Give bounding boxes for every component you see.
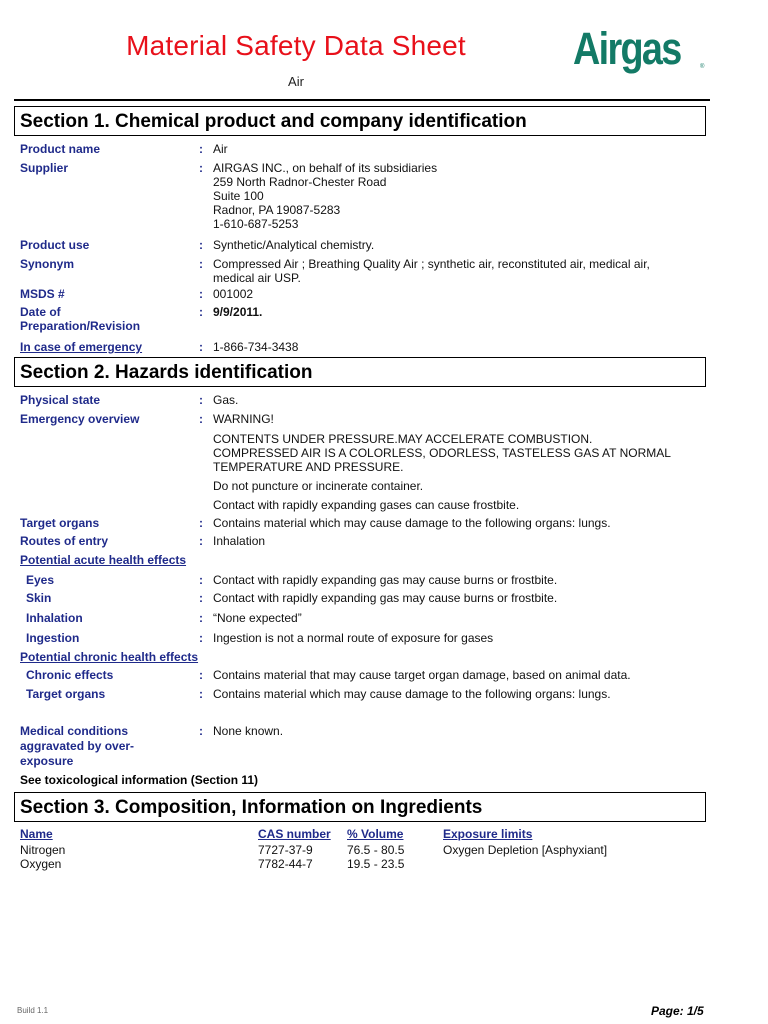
emergency-overview-label: Emergency overview [20,412,140,426]
physical-state-label: Physical state [20,393,101,407]
cas-number: 7727-37-9 [258,843,313,857]
chronic-target-value: Contains material which may cause damage to the following organs: lungs. [213,687,611,701]
section-1-header: Section 1. Chemical product and company identification [14,106,706,136]
emergency-overview-value: WARNING! [213,412,274,426]
toxicological-note: See toxicological information (Section 11) [20,773,259,787]
volume-range: 76.5 - 80.5 [347,843,405,857]
physical-state-value: Gas. [213,393,239,407]
skin-label: Skin [26,591,52,605]
target-organs-label: Target organs [20,516,100,530]
page-number: Page: 1/5 [651,1004,704,1018]
emergency-link[interactable]: In case of emergency [20,340,143,354]
eyes-label: Eyes [26,573,55,587]
colon: : [199,161,203,175]
colon: : [199,687,203,701]
ingredient-name: Nitrogen [20,843,66,857]
product-name-label: Product name [20,142,101,156]
chronic-effects-heading[interactable]: Potential chronic health effects [20,650,199,664]
col-header-volume: % Volume [347,827,404,841]
product-use-label: Product use [20,238,90,252]
col-header-name: Name [20,827,53,841]
product-name-value: Air [213,142,228,156]
colon: : [199,393,203,407]
chronic-label: Chronic effects [26,668,114,682]
overview-warning-text: CONTENTS UNDER PRESSURE.MAY ACCELERATE COMBUSTION. COMPRESSED AIR IS A COLORLESS, ODORLESS, TASTELESS GAS AT NORMAL TEMPERATURE AND PRESSURE. [213,432,671,474]
cas-number: 7782-44-7 [258,857,313,871]
header-divider [14,99,710,101]
colon: : [199,516,203,530]
supplier-label: Supplier [20,161,69,175]
msds-value: 001002 [213,287,254,301]
registered-mark: ® [700,64,705,70]
exposure-limit: Oxygen Depletion [Asphyxiant] [443,843,608,857]
colon: : [199,591,203,605]
supplier-value: AIRGAS INC., on behalf of its subsidiaries 259 North Radnor-Chester Road Suite 100 Radnor, PA 19087-5283 1-610-687-5253 [213,161,438,231]
ingredient-name: Oxygen [20,857,62,871]
colon: : [199,534,203,548]
chronic-value: Contains material that may cause target organ damage, based on animal data. [213,668,631,682]
skin-value: Contact with rapidly expanding gas may cause burns or frostbite. [213,591,558,605]
section-2-header: Section 2. Hazards identification [14,357,706,387]
synonym-label: Synonym [20,257,75,271]
acute-effects-heading[interactable]: Potential acute health effects [20,553,187,567]
synonym-value: Compressed Air ; Breathing Quality Air ; synthetic air, reconstituted air, medical air, medical air USP. [213,257,650,285]
ingestion-label: Ingestion [26,631,80,645]
routes-value: Inhalation [213,534,266,548]
emergency-phone: 1-866-734-3438 [213,340,299,354]
volume-range: 19.5 - 23.5 [347,857,405,871]
inhalation-label: Inhalation [26,611,83,625]
msds-label: MSDS # [20,287,65,301]
build-number: Build 1.1 [17,1006,49,1015]
date-label: Date of Preparation/Revision [20,305,141,333]
colon: : [199,611,203,625]
colon: : [199,238,203,252]
col-header-cas: CAS number [258,827,331,841]
colon: : [199,257,203,271]
date-value: 9/9/2011. [213,305,263,319]
medical-conditions-label: Medical conditions aggravated by over- exposure [20,724,135,768]
colon: : [199,305,203,319]
ingestion-value: Ingestion is not a normal route of exposure for gases [213,631,494,645]
colon: : [199,631,203,645]
product-use-value: Synthetic/Analytical chemistry. [213,238,375,252]
col-header-exposure: Exposure limits [443,827,533,841]
product-subtitle: Air [288,74,304,89]
medical-conditions-value: None known. [213,724,284,738]
colon: : [199,142,203,156]
section-3-header: Section 3. Composition, Information on Ingredients [14,792,706,822]
colon: : [199,668,203,682]
document-title: Material Safety Data Sheet [126,30,466,61]
eyes-value: Contact with rapidly expanding gas may cause burns or frostbite. [213,573,558,587]
routes-label: Routes of entry [20,534,109,548]
inhalation-value: “None expected” [213,611,302,625]
colon: : [199,573,203,587]
chronic-target-label: Target organs [26,687,106,701]
colon: : [199,287,203,301]
overview-frostbite-text: Contact with rapidly expanding gases can cause frostbite. [213,498,520,512]
airgas-logo: Airgas [573,23,681,74]
overview-puncture-text: Do not puncture or incinerate container. [213,479,424,493]
colon: : [199,340,203,354]
colon: : [199,412,203,426]
colon: : [199,724,203,738]
target-organs-value: Contains material which may cause damage to the following organs: lungs. [213,516,611,530]
